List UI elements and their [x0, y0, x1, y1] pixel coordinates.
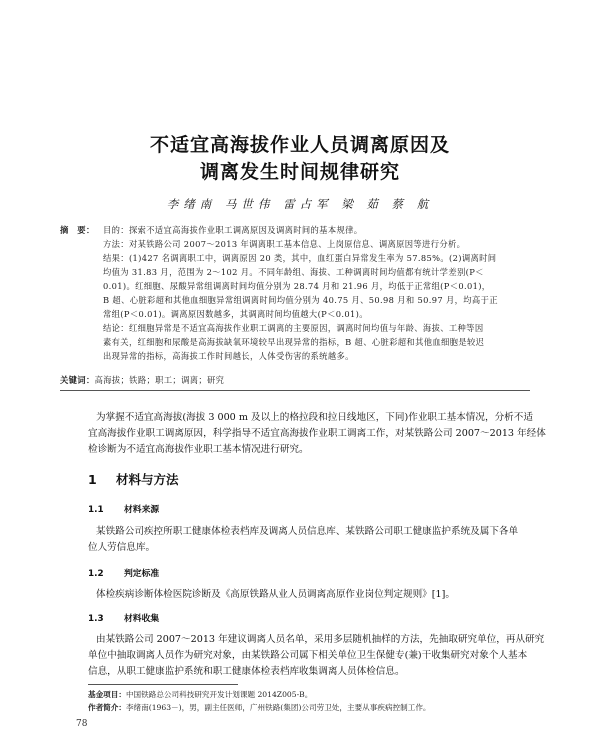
- intro-line: 宜高海拔作业职工调离原因，科学指导不适宜高海拔作业职工调离工作，对某铁路公司 2007～2013 年经体: [88, 428, 546, 439]
- abstract-result-line: B 超、心脏彩超和其他血细胞异常组调离时间均值分别为 40.75 月、50.98 月和 50.97 月，均高于正: [103, 295, 498, 305]
- author-bio-label: 作者简介：: [88, 703, 126, 712]
- paragraph-line: 某铁路公司疾控所职工健康体检表档库及调离人员信息库、某铁路公司职工健康监护系统及属下各单: [96, 526, 519, 537]
- subsection-title: 材料收集: [124, 614, 160, 624]
- abstract-method: 方法：对某铁路公司 2007～2013 年调离职工基本信息、上岗原信息、调离原因等进行分析。: [103, 239, 466, 249]
- subsection-number: 1.2: [88, 569, 104, 579]
- section-title: 材料与方法: [116, 472, 179, 487]
- author-list: 李绪南 马世伟 雷占军 梁 茹 蔡 航: [166, 197, 434, 211]
- abstract-label: 摘 要：: [60, 225, 95, 235]
- keywords-label: 关键词：: [60, 375, 95, 385]
- keywords: [60, 373, 224, 387]
- subsection-paragraph: [88, 524, 556, 556]
- author-bio-text: 李绪南(1963－)，男，副主任医师，广州铁路(集团)公司劳卫处，主要从事疾病控制工作。: [125, 703, 431, 712]
- subsection-heading: [88, 502, 159, 515]
- intro-line: 检诊断为不适宜高海拔作业职工基本情况进行研究。: [88, 444, 309, 455]
- paragraph-line: 由某铁路公司 2007～2013 年建议调离人员名单，采用多层随机抽样的方法，先抽取研究单位，再从研究: [96, 634, 545, 645]
- abstract-conclusion-line: 结论：红细胞异常是不适宜高海拔作业职工调离的主要原因，调离时间均值与年龄、海拔、工种等因: [103, 323, 484, 333]
- intro-line: 为掌握不适宜高海拔(海拔 3 000 m 及以上的格拉段和拉日线地区，下同)作业职工基本情况，分析不适: [96, 412, 533, 423]
- subsection-heading: [88, 566, 159, 579]
- section-number: 1: [88, 472, 97, 487]
- section-heading: [88, 470, 179, 488]
- abstract-divider: [60, 390, 530, 391]
- intro-paragraph: [88, 410, 556, 458]
- fund-label: 基金项目：: [88, 690, 126, 699]
- subsection-heading: [88, 611, 159, 624]
- paragraph-line: 信息，从职工健康监护系统和职工健康体检表档库收集调离人员体检信息。: [88, 666, 405, 677]
- subsection-number: 1.1: [88, 505, 104, 515]
- abstract-objective: 目的：探索不适宜高海拔作业职工调离原因及调离时间的基本规律。: [103, 225, 363, 235]
- subsection-title: 判定标准: [124, 569, 160, 579]
- author-footnote: [88, 701, 558, 714]
- abstract-result-line: 0.01)。红细胞、尿酸异常组调离时间均值分别为 28.74 月和 21.96 月，均低于正常组(P＜0.01)，: [103, 281, 491, 291]
- subsection-paragraph: [88, 632, 556, 680]
- article-title-line-2: 调离发生时间规律研究: [199, 161, 400, 183]
- fund-text: 中国铁路总公司科技研究开发计划课题 2014Z005-B。: [125, 690, 313, 699]
- abstract-conclusion-line: 出现异常的指标，高海拔工作时间越长，人体受伤害的系统越多。: [103, 351, 354, 361]
- subsection-title: 材料来源: [124, 505, 160, 515]
- abstract-result-line: 均值为 31.83 月，范围为 2～102 月。不同年龄组、海拔、工种调离时间均值都有统计学差别(P＜: [103, 267, 484, 277]
- paragraph-line: 单位中抽取调离人员作为研究对象，由某铁路公司属下相关单位卫生保健专(兼)干收集研究对象个人基本: [88, 650, 528, 661]
- subsection-number: 1.3: [88, 614, 104, 624]
- article-title-line-1: 不适宜高海拔作业人员调离原因及: [149, 134, 450, 156]
- abstract-result-line: 常组(P＜0.01)。调离原因数越多，其调离时间均值越大(P＜0.01)。: [103, 309, 368, 319]
- abstract-result-line: 结果：(1)427 名调离职工中，调离原因 20 类，其中，血红蛋白异常发生率为 57.85%。(2)调离时间: [103, 253, 497, 263]
- keywords-text: 高海拔；铁路；职工；调离；研究: [94, 375, 225, 385]
- footnote-divider: [88, 684, 238, 685]
- subsection-paragraph: 体检疾病诊断体检医院诊断及《高原铁路从业人员调离高原作业岗位判定规则》[1]。: [96, 589, 455, 600]
- paragraph-line: 位人劳信息库。: [88, 542, 156, 553]
- page-number: 78: [76, 719, 88, 729]
- abstract-conclusion-line: 素有关，红细胞和尿酸是高海拔缺氧环境较早出现异常的指标，B 超、心脏彩超和其他血细胞是较迟: [103, 337, 485, 347]
- fund-footnote: [88, 688, 558, 701]
